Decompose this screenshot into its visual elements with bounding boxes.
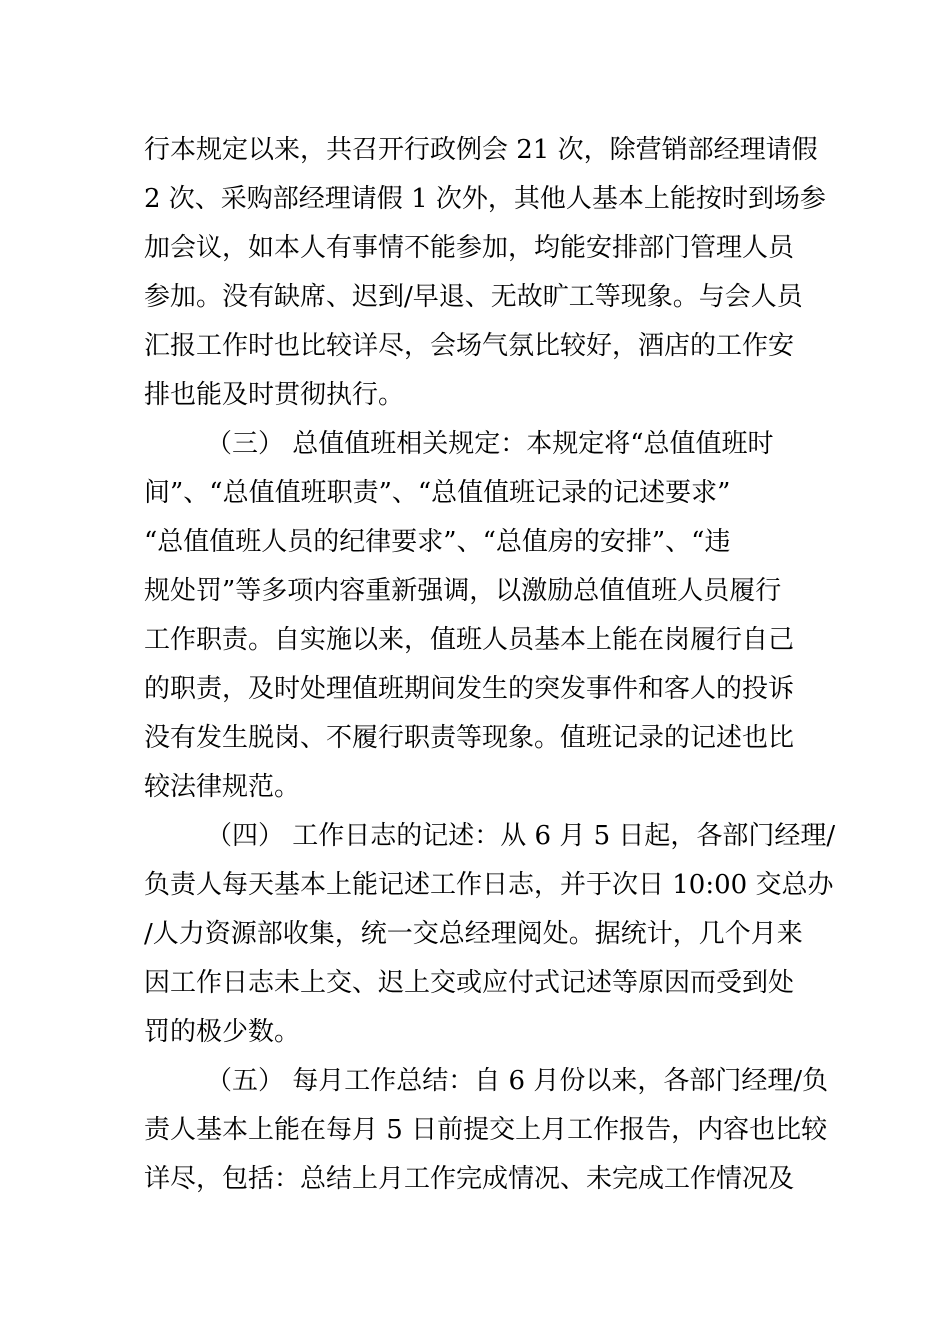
text-line: 排也能及时贯彻执行。 (144, 380, 405, 410)
text-line: 的职责，及时处理值班期间发生的突发事件和客人的投诉 (144, 674, 795, 704)
text-line: 没有发生脱岗、不履行职责等现象。值班记录的记述也比 (144, 723, 795, 753)
text-line: 间”、“总值值班职责”、“总值值班记录的记述要求” (144, 478, 731, 508)
section-heading-4: （四） 工作日志的记述：从 6 月 5 日起，各部门经理/ (206, 821, 836, 851)
text-line: 较法律规范。 (144, 772, 301, 802)
text-line: 参加。没有缺席、迟到/早退、无故旷工等现象。与会人员 (144, 282, 803, 312)
text-line: 罚的极少数。 (144, 1017, 301, 1047)
text-line: 规处罚”等多项内容重新强调，以激励总值值班人员履行 (144, 576, 782, 606)
text-line: /人力资源部收集，统一交总经理阅处。据统计，几个月来 (144, 919, 803, 949)
text-line: 因工作日志未上交、迟上交或应付式记述等原因而受到处 (144, 968, 795, 998)
text-line: 汇报工作时也比较详尽，会场气氛比较好，酒店的工作安 (144, 331, 795, 361)
document-body (144, 126, 836, 1204)
text-line: 详尽，包括：总结上月工作完成情况、未完成工作情况及 (144, 1164, 795, 1194)
text-line: 责人基本上能在每月 5 日前提交上月工作报告，内容也比较 (144, 1115, 828, 1145)
text-line: 工作职责。自实施以来，值班人员基本上能在岗履行自己 (144, 625, 795, 655)
text-line: “总值值班人员的纪律要求”、“总值房的安排”、“违 (144, 527, 731, 557)
text-line: 加会议，如本人有事情不能参加，均能安排部门管理人员 (144, 233, 795, 263)
section-heading-3: （三） 总值值班相关规定：本规定将“总值值班时 (206, 429, 774, 459)
text-line: 2 次、采购部经理请假 1 次外，其他人基本上能按时到场参 (144, 184, 826, 214)
text-line: 行本规定以来，共召开行政例会 21 次，除营销部经理请假 (144, 135, 818, 165)
section-heading-5: （五） 每月工作总结：自 6 月份以来，各部门经理/负 (206, 1066, 829, 1096)
text-line: 负责人每天基本上能记述工作日志，并于次日 10:00 交总办 (144, 870, 834, 900)
